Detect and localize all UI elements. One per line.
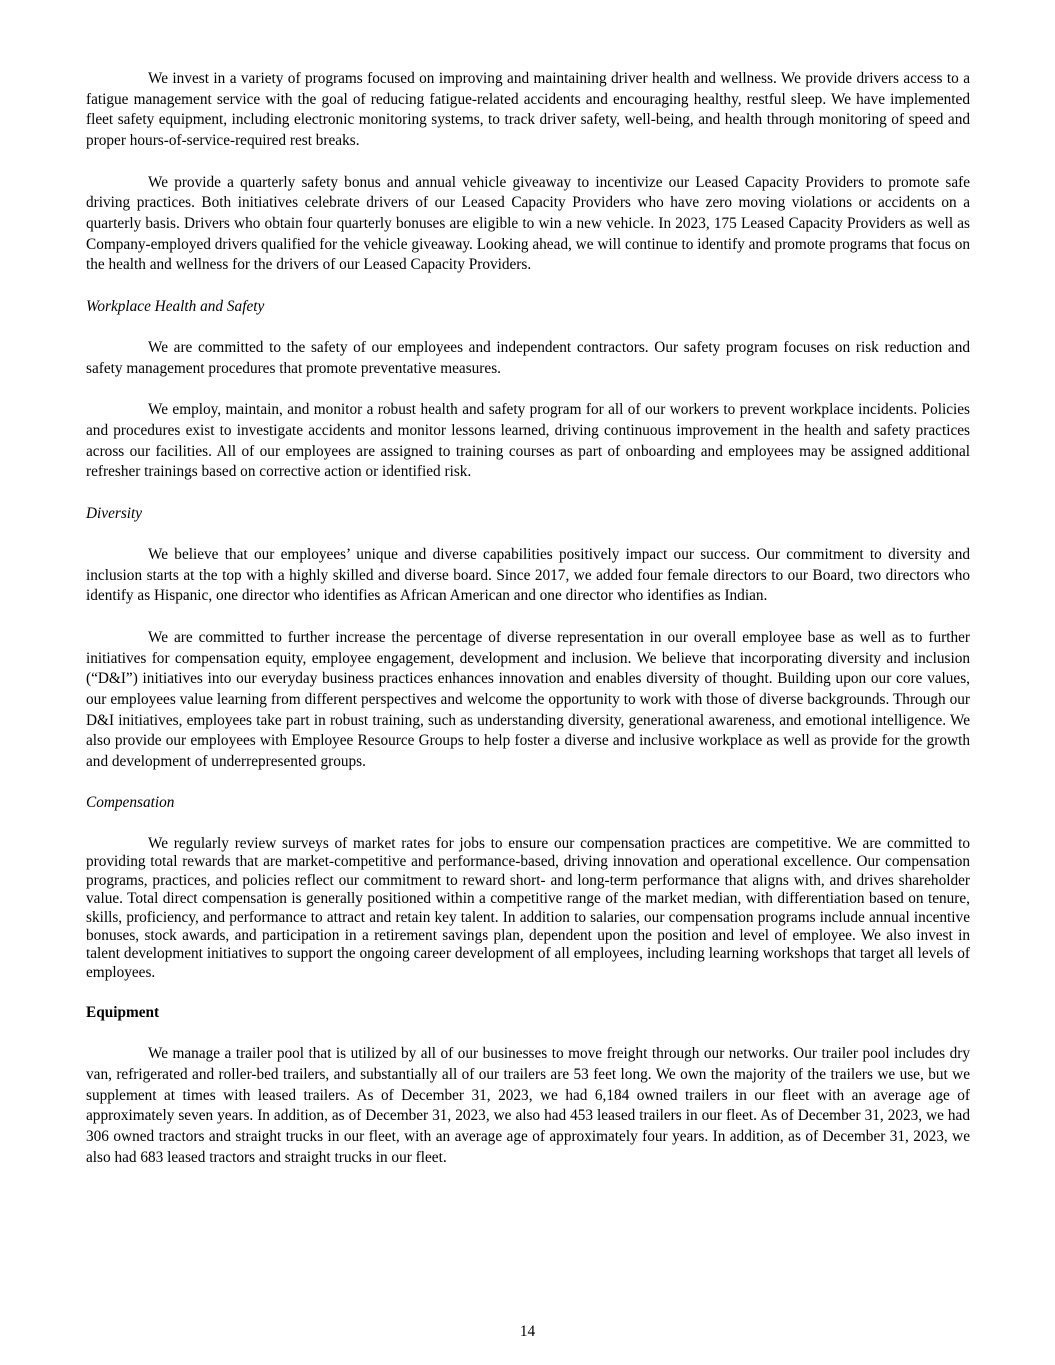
compensation-heading: Compensation (86, 794, 175, 812)
equipment-paragraph-1: We manage a trailer pool that is utilized by all of our businesses to move freight through our networks. Our trailer pool includes dry van, refrigerated and roller-bed trailers, and substantially all of our trailers are 53 feet long. We own the majority of the trailers we use, but we supplement at times with leased trailers. As of December 31, 2023, we had 6,184 owned trailers in our fleet with an average age of approximately seven years. In addition, as of December 31, 2023, we also had 453 leased trailers in our fleet. As of December 31, 2023, we had 306 owned tractors and straight trucks in our fleet, with an average age of approximately four years. In addition, as of December 31, 2023, we also had 683 leased tractors and straight trucks in our fleet. (86, 1045, 970, 1166)
diversity-paragraph-1: We believe that our employees’ unique and diverse capabilities positively impact our success. Our commitment to diversity and inclusion starts at the top with a highly skilled and diverse board. Since 2017, we added four female directors to our Board, two directors who identify as Hispanic, one director who identifies as African American and one director who identifies as Indian. (86, 546, 970, 605)
driver-health-paragraph-2: We provide a quarterly safety bonus and annual vehicle giveaway to incentivize our Leased Capacity Providers to promote safe driving practices. Both initiatives celebrate drivers of our Leased Capacity Providers who have zero moving violations or accidents on a quarterly basis. Drivers who obtain four quarterly bonuses are eligible to win a new vehicle. In 2023, 175 Leased Capacity Providers as well as Company-employed drivers qualified for the vehicle giveaway. Looking ahead, we will continue to identify and promote programs that focus on the health and wellness for the drivers of our Leased Capacity Providers. (86, 173, 970, 274)
driver-health-paragraph-1: We invest in a variety of programs focused on improving and maintaining driver health and wellness. We provide drivers access to a fatigue management service with the goal of reducing fatigue-related accidents and encouraging healthy, restful sleep. We have implemented fleet safety equipment, including electronic monitoring systems, to track driver safety, well-being, and health through monitoring of speed and proper hours-of-service-required rest breaks. (86, 70, 970, 150)
workplace-safety-paragraph-2: We employ, maintain, and monitor a robust health and safety program for all of our workers to prevent workplace incidents. Policies and procedures exist to investigate accidents and monitor lessons learned, driving continuous improvement in the health and safety practices across our facilities. All of our employees are assigned to training courses as part of onboarding and employees may be assigned additional refresher trainings based on corrective action or identified risk. (86, 401, 970, 481)
workplace-safety-heading: Workplace Health and Safety (86, 297, 265, 315)
page-number: 14 (519, 1323, 536, 1340)
workplace-safety-paragraph-1: We are committed to the safety of our employees and independent contractors. Our safety program focuses on risk reduction and safety management procedures that promote preventative measures. (86, 339, 970, 377)
equipment-heading: Equipment (86, 1003, 160, 1021)
compensation-paragraph-1: We regularly review surveys of market rates for jobs to ensure our compensation practices are competitive. We are committed to providing total rewards that are market-competitive and performance-based, driving innovation and operational excellence. Our compensation programs, practices, and policies reflect our commitment to reward short- and long-term performance that aligns with, and drives shareholder value. Total direct compensation is generally positioned within a competitive range of the market median, with differentiation based on tenure, skills, proficiency, and performance to attract and retain key talent. In addition to salaries, our compensation programs include annual incentive bonuses, stock awards, and participation in a retirement savings plan, dependent upon the position and level of employee. We also invest in talent development initiatives to support the ongoing career development of all employees, including learning workshops that target all levels of employees. (86, 834, 970, 981)
diversity-heading: Diversity (86, 504, 143, 522)
document-page (86, 69, 970, 1189)
diversity-paragraph-2: We are committed to further increase the percentage of diverse representation in our overall employee base as well as to further initiatives for compensation equity, employee engagement, development and inclusion. We believe that incorporating diversity and inclusion (“D&I”) initiatives into our everyday business practices enhances innovation and enables diversity of thought. Building upon our core values, our employees value learning from different perspectives and welcome the opportunity to work with those of diverse backgrounds. Through our D&I initiatives, employees take part in robust training, such as understanding diversity, generational awareness, and emotional intelligence. We also provide our employees with Employee Resource Groups to help foster a diverse and inclusive workplace as well as provide for the growth and development of underrepresented groups. (86, 628, 970, 771)
